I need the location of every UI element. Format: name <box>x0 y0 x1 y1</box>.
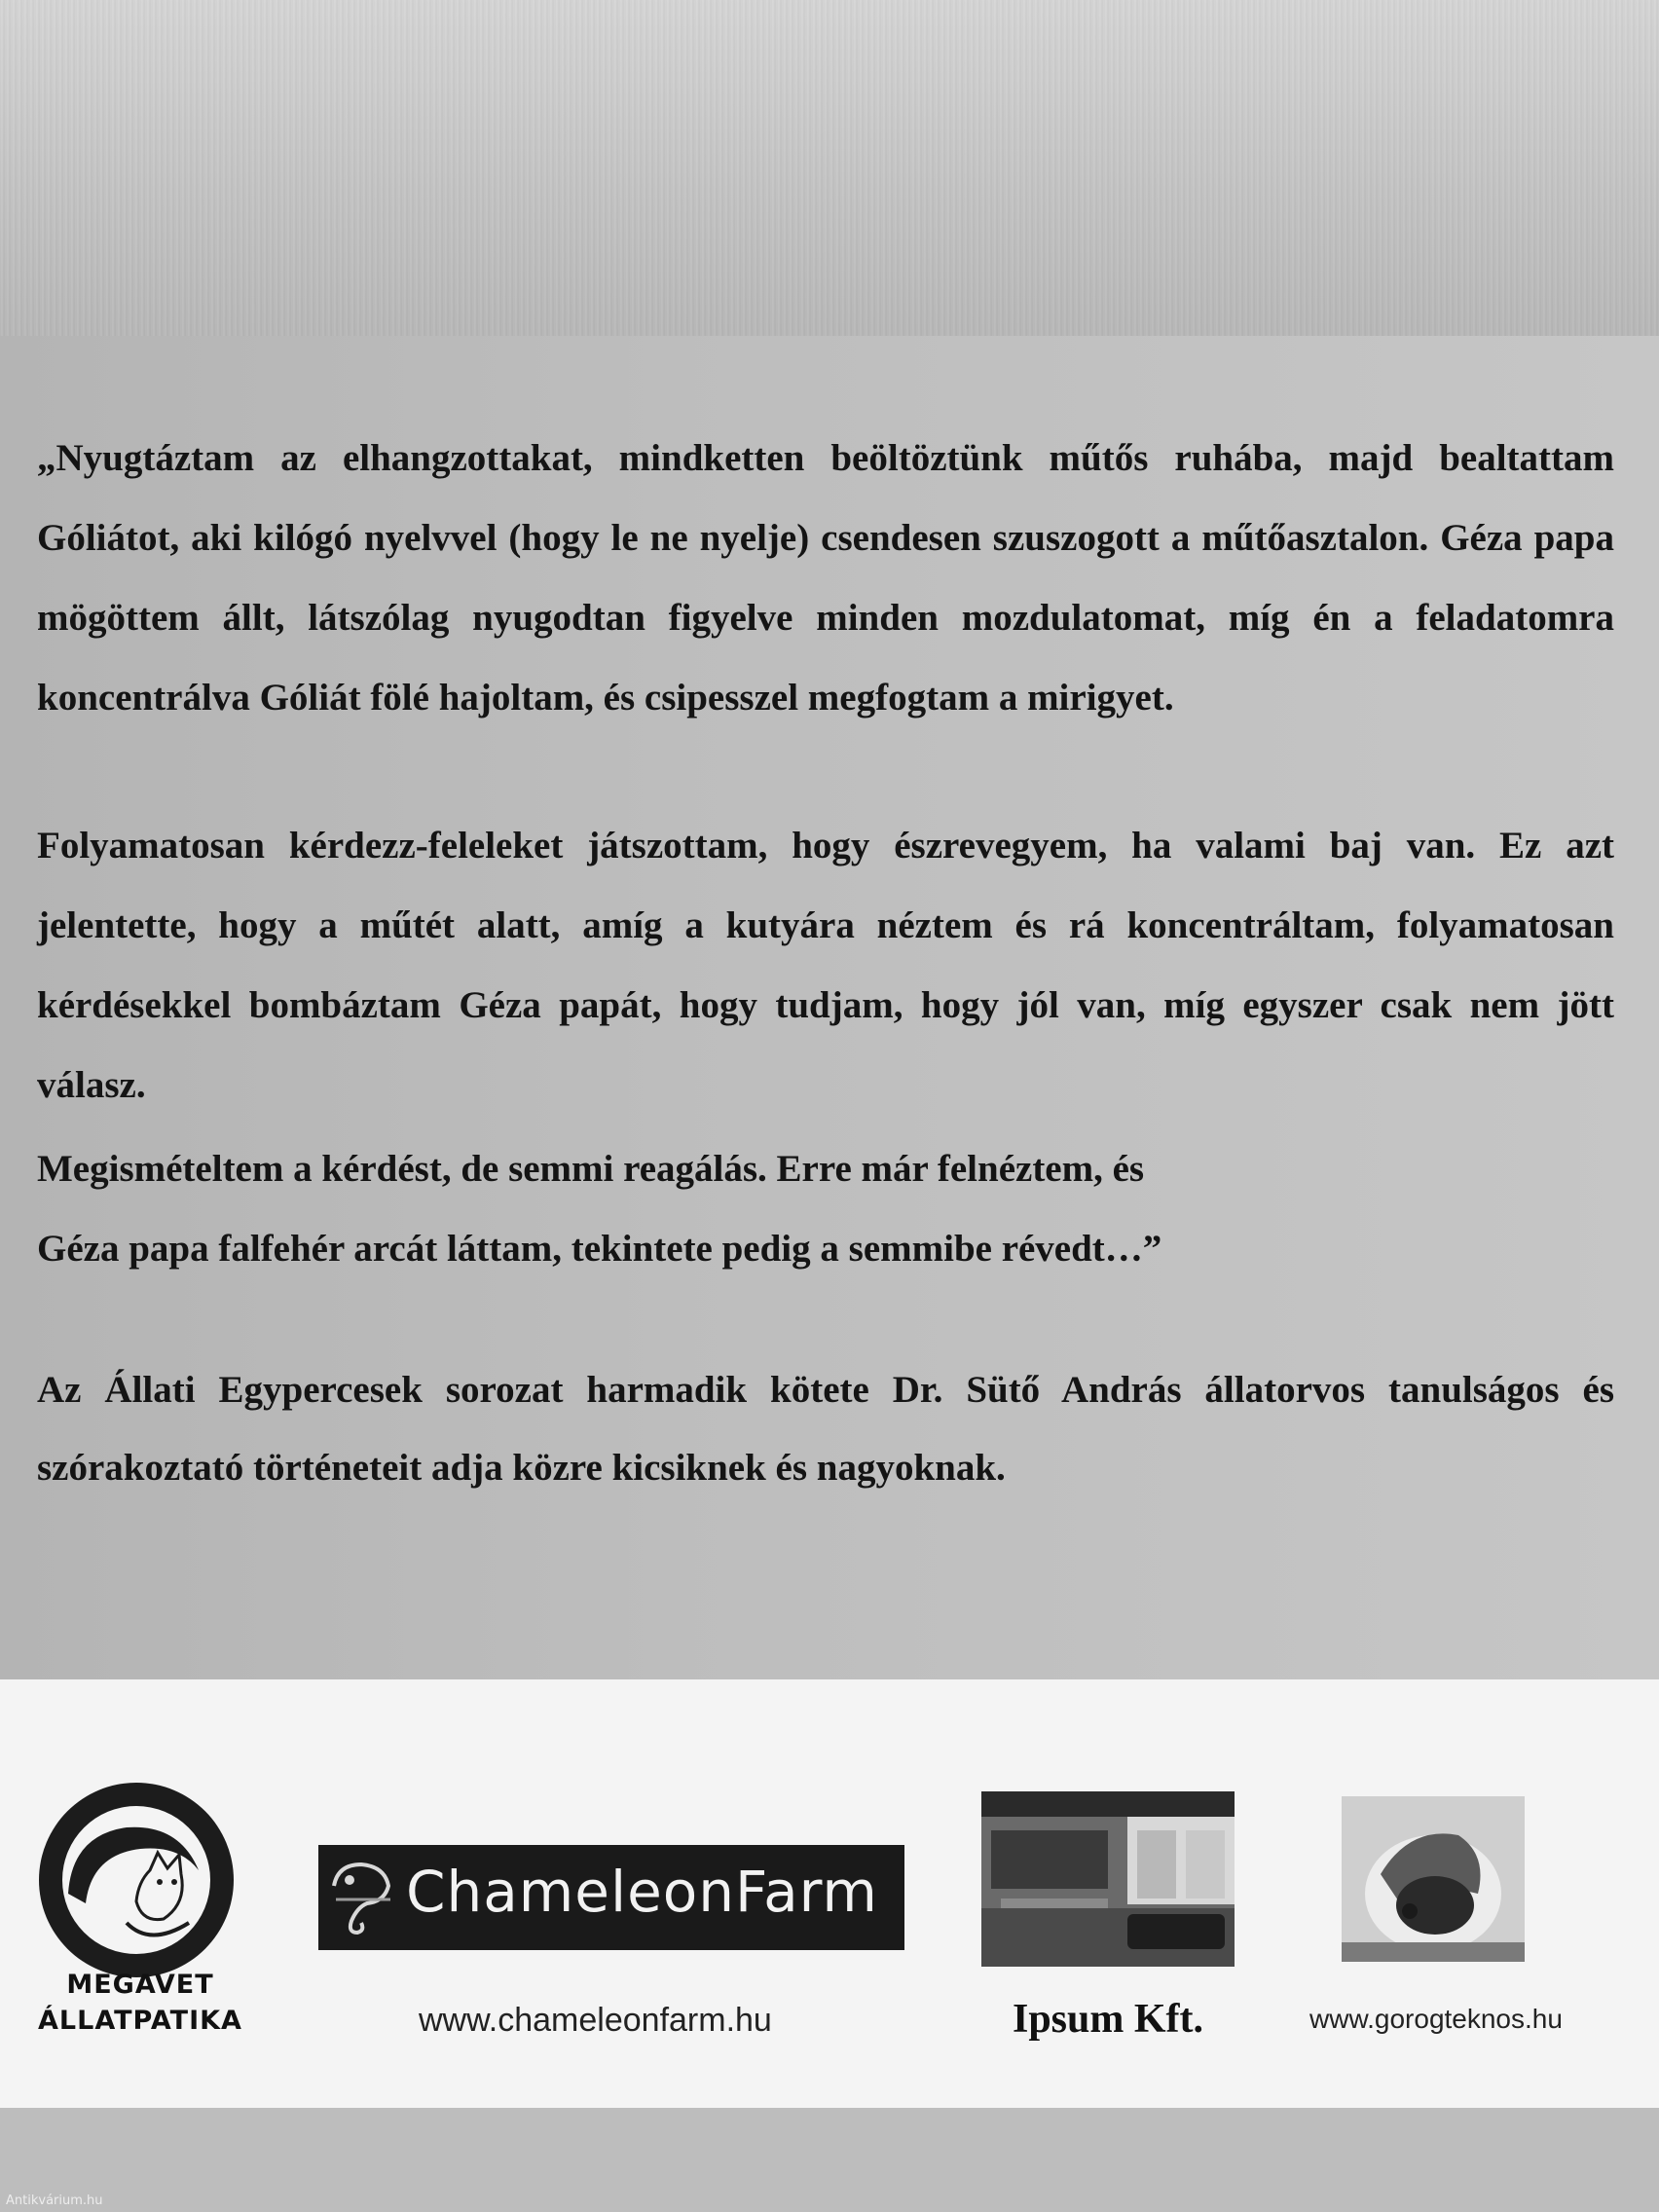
excerpt-paragraph-3-line-2: Géza papa falfehér arcát láttam, tekintete pedig a semmibe révedt…” <box>37 1228 1162 1270</box>
chameleonfarm-url[interactable]: www.chameleonfarm.hu <box>419 2002 772 2039</box>
turtle-photo <box>1342 1796 1525 1962</box>
megavet-name <box>14 1967 267 2039</box>
background-texture <box>0 0 1659 336</box>
megavet-line-1: MEGAVET <box>66 1970 214 2000</box>
excerpt-paragraph-1: „Nyugtáztam az elhangzottakat, mindketten beöltöztünk műtős ruhába, majd bealtattam Góliátot, aki kilógó nyelvvel (hogy le ne nyelje) csendesen szuszogott a műtőasztalon. Géza papa mögöttem állt, látszólag nyugodtan figyelve minden mozdulatomat, míg én a feladatomra koncentrálva Góliát fölé hajoltam, és csipesszel megfogtam a mirigyet. <box>37 437 1614 719</box>
chameleonfarm-banner <box>318 1845 904 1950</box>
chameleon-icon <box>328 1857 400 1938</box>
excerpt-paragraph-3-line-1: Megismételtem a kérdést, de semmi reagálás. Erre már felnéztem, és <box>37 1148 1145 1190</box>
excerpt-paragraph-2: Folyamatosan kérdezz-feleleket játszottam, hogy észrevegyem, ha valami baj van. Ez azt jelentette, hogy a műtét alatt, amíg a kutyára néztem és rá koncentráltam, folyamatosan kérdésekkel bombáztam Géza papát, hogy tudjam, hogy jól van, míg egyszer csak nem jött válasz. <box>37 825 1614 1106</box>
cat-logo-icon <box>33 1777 240 1983</box>
interior-photo <box>981 1791 1235 1967</box>
series-description: Az Állati Egypercesek sorozat harmadik kötete Dr. Sütő András állatorvos tanulságos és szórakoztató történeteit adja közre kicsiknek és nagyoknak. <box>37 1369 1614 1489</box>
watermark: Antikvárium.hu <box>6 2194 103 2208</box>
excerpt-paragraph-3 <box>37 1129 1614 1289</box>
bottom-strip <box>0 2108 1659 2212</box>
gorogteknos-url[interactable]: www.gorogteknos.hu <box>1309 2004 1563 2034</box>
megavet-line-2: ÁLLATPATIKA <box>38 2006 242 2036</box>
chameleonfarm-banner-text: ChameleonFarm <box>406 1859 878 1925</box>
ipsum-name: Ipsum Kft. <box>1012 1997 1204 2042</box>
